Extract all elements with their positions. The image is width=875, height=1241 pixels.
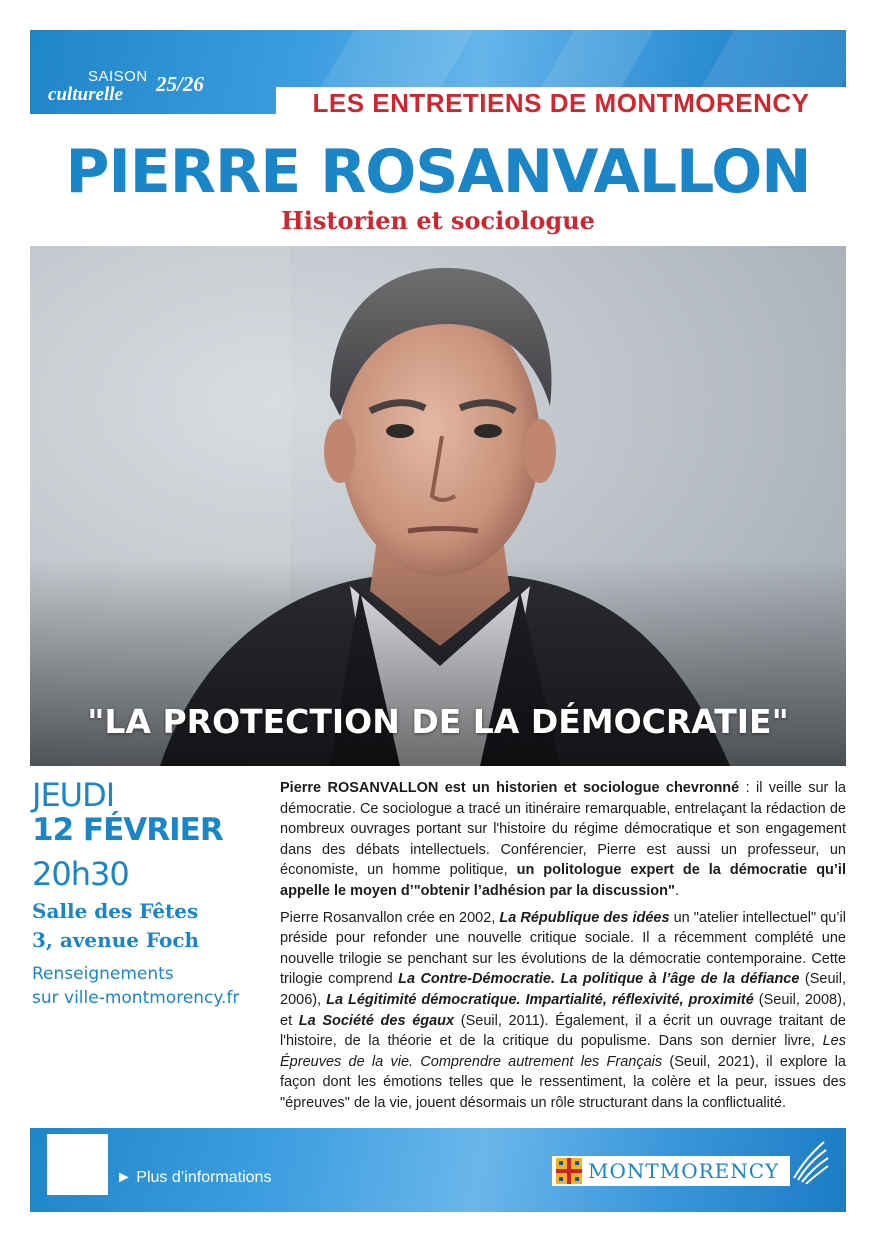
info-website-link[interactable]: sur ville-montmorency.fr: [32, 988, 240, 1008]
more-info-link[interactable]: ► Plus d’informations: [116, 1169, 272, 1186]
speaker-name: PIERRE ROSANVALLON: [65, 137, 811, 207]
venue-address: 3, avenue Foch: [32, 928, 200, 952]
season-label: SAISON: [88, 68, 148, 85]
event-day: JEUDI: [32, 776, 115, 814]
season-years: 25/26: [156, 72, 204, 96]
qr-code-icon[interactable]: [47, 1134, 108, 1195]
info-label: Renseignements: [32, 964, 174, 984]
speaker-biography: [280, 778, 846, 1120]
series-title: LES ENTRETIENS DE MONTMORENCY: [312, 88, 810, 118]
season-cultural-label: culturelle: [48, 84, 123, 105]
speaker-photo: [30, 246, 846, 766]
speaker-role: Historien et sociologue: [281, 206, 595, 235]
wing-icon: [790, 1138, 830, 1184]
event-date: 12 FÉVRIER: [32, 812, 223, 848]
montmorency-crest-icon: [556, 1158, 582, 1184]
logo-text: MONTMORENCY: [588, 1159, 780, 1183]
event-time: 20h30: [32, 855, 129, 893]
bio-paragraph-1: Pierre ROSANVALLON est un historien et sociologue chevronné : il veille sur la démocratie. Ce sociologue a tracé un itinéraire remarquable, entrelaçant la rédaction de nombreux ouvrages portant sur l'histoire du régime démocratique et son engagement dans des débats intellectuels. Conférencier, Pierre est aussi un professeur, un économiste, un homme politique, un politologue expert de la démocratie qu’il appelle le moyen d’"obtenir l’adhésion par la discussion".: [280, 780, 846, 899]
venue-name: Salle des Fêtes: [32, 899, 199, 923]
lecture-title: "LA PROTECTION DE LA DÉMOCRATIE": [87, 702, 789, 741]
bio-paragraph-2: Pierre Rosanvallon crée en 2002, La République des idées un "atelier intellectuel" qu’il préside pour refonder une nouvelle critique sociale. Il a récemment complété une nouvelle trilogie se penchant sur les évolutions de la démocratie contemporaine. Cette trilogie comprend La Contre-Démocratie. La politique à l’âge de la défiance (Seuil, 2006), La Légitimité démocratique. Impartialité, réflexivité, proximité (Seuil, 2008), et La Société des égaux (Seuil, 2011). Également, il a écrit un ouvrage traitant de l'histoire, de la théorie et de la critique du populisme. Dans son dernier livre, Les Épreuves de la vie. Comprendre autrement les Français (Seuil, 2021), il explore la façon dont les émotions telles que le ressentiment, la colère et la peur, issues des "épreuves" de la vie, jouent désormais un rôle structurant dans la conflictualité.: [280, 909, 846, 1111]
